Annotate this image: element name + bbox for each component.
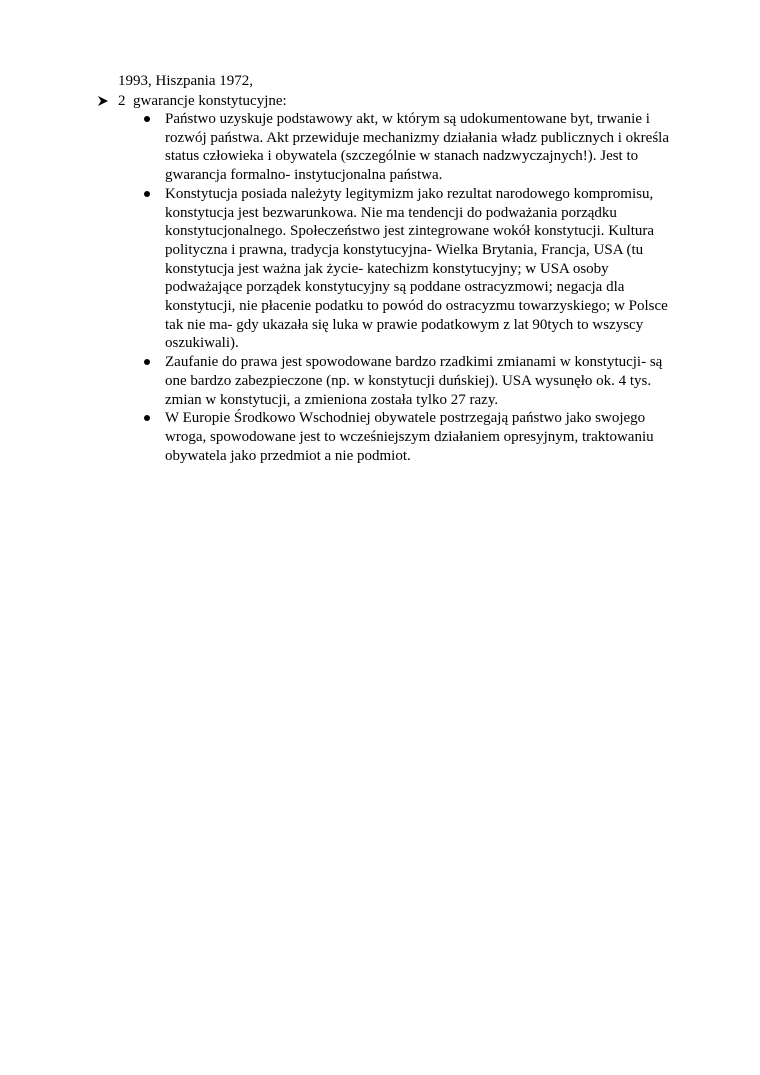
- disc-bullet-icon: [144, 359, 150, 365]
- section-number: 2: [118, 93, 126, 109]
- arrowhead-bullet-icon: [96, 92, 110, 110]
- list-item: [140, 185, 680, 353]
- disc-bullet-icon: [144, 116, 150, 122]
- continuation-line: 1993, Hiszpania 1972,: [118, 73, 253, 89]
- list-item-text: Konstytucja posiada należyty legitymizm jako rezultat narodowego kompromisu, konstytucja jest bezwarunkowa. Nie ma tendencji do podważania porządku konstytucjonalnego. Społeczeństwo jest zintegrowane wokół konstytucji. Kultura polityczna i prawna, tradycja konstytucyjna- Wielka Brytania, Francja, USA (tu konstytucja jest ważna jak życie- katechizm konstytucyjny; w USA osoby podważające porządek konstytucyjny są poddane ostracyzmowi; negacja dla konstytucji, nie płacenie podatku to powód do ostracyzmu towarzyskiego; w Polsce tak nie ma- gdy ukazała się luka w prawie podatkowym z lat 90tych to wszyscy oszukiwali).: [165, 185, 668, 352]
- guarantee-list: [140, 110, 680, 465]
- list-item: [140, 110, 680, 185]
- list-item-text: W Europie Środkowo Wschodniej obywatele postrzegają państwo jako swojego wroga, spowodowane jest to wcześniejszym działaniem opresyjnym, traktowaniu obywatela jako przedmiot a nie podmiot.: [165, 410, 654, 464]
- section-title: gwarancje konstytucyjne:: [133, 93, 287, 109]
- section-label: [118, 92, 287, 111]
- list-item-text: Państwo uzyskuje podstawowy akt, w którym są udokumentowane byt, trwanie i rozwój państwa. Akt przewiduje mechanizmy działania władz publicznych i określa status człowieka i obywatela (szczególnie w stanach nadzwyczajnych!). Jest to gwarancja formalno- instytucjonalna państwa.: [165, 111, 669, 184]
- list-item: [140, 409, 680, 465]
- list-item-text: Zaufanie do prawa jest spowodowane bardzo rzadkimi zmianami w konstytucji- są one bardzo zabezpieczone (np. w konstytucji duńskiej). USA wysunęło ok. 4 tys. zmian w konstytucji, a zmieniona została tylko 27 razy.: [165, 354, 663, 408]
- disc-bullet-icon: [144, 191, 150, 197]
- disc-bullet-icon: [144, 415, 150, 421]
- list-item: [140, 353, 680, 409]
